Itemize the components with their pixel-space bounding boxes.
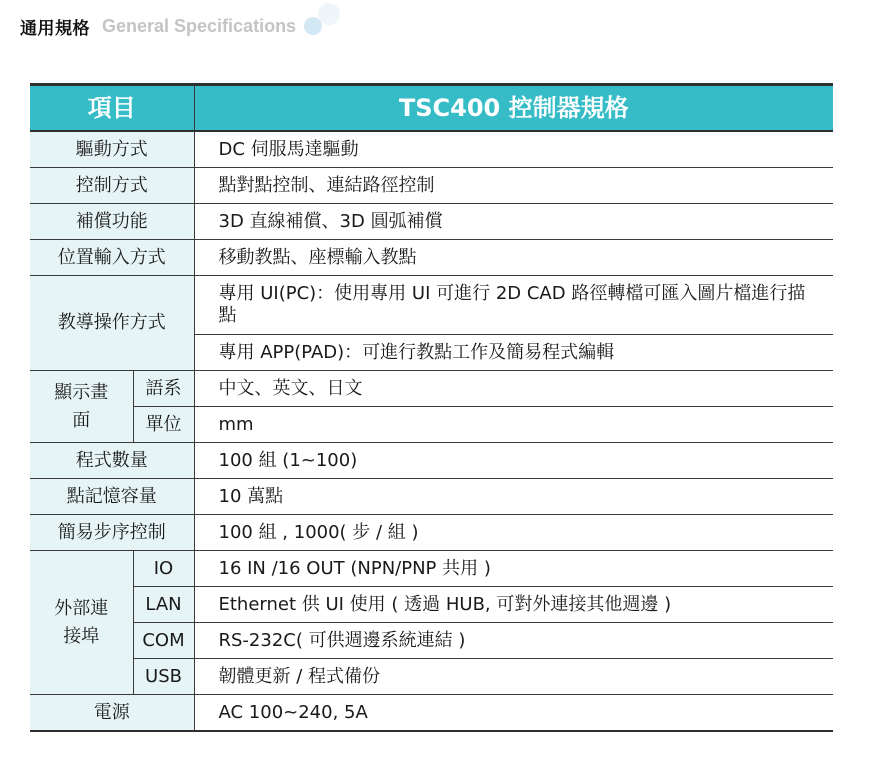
table-row: [30, 659, 833, 695]
table-header-row: [30, 85, 833, 132]
table-row: [30, 587, 833, 623]
row-label-point-memory: 點記憶容量: [30, 479, 194, 515]
row-label-drive: 驅動方式: [30, 131, 194, 168]
table-row: [30, 204, 833, 240]
heading-title-zh: 通用規格: [20, 18, 90, 39]
row-value-lan: Ethernet 供 UI 使用 ( 透過 HUB, 可對外連接其他週邊 ): [194, 587, 833, 623]
table-row: [30, 551, 833, 587]
table-row: [30, 371, 833, 407]
row-value-position-input: 移動教點、座標輸入教點: [194, 240, 833, 276]
row-label-power: 電源: [30, 695, 194, 732]
table-row: [30, 240, 833, 276]
section-heading: [20, 10, 322, 42]
row-value-simple-step: 100 組 , 1000( 步 / 組 ): [194, 515, 833, 551]
spec-table: [30, 83, 833, 732]
table-row: [30, 695, 833, 732]
header-item: 項目: [30, 85, 194, 132]
row-value-power: AC 100~240, 5A: [194, 695, 833, 732]
row-value-drive: DC 伺服馬達驅動: [194, 131, 833, 168]
row-sublabel-usb: USB: [133, 659, 194, 695]
table-row: [30, 407, 833, 443]
row-value-language: 中文、英文、日文: [194, 371, 833, 407]
row-label-position-input: 位置輸入方式: [30, 240, 194, 276]
decorative-dot-icon: [304, 17, 322, 35]
row-label-display: [30, 371, 133, 443]
table-row: [30, 623, 833, 659]
row-value-point-memory: 10 萬點: [194, 479, 833, 515]
row-value-teaching-pad: 專用 APP(PAD)：可進行教點工作及簡易程式編輯: [194, 335, 833, 371]
row-value-compensation: 3D 直線補償、3D 圓弧補償: [194, 204, 833, 240]
table-row: [30, 479, 833, 515]
header-spec: TSC400 控制器規格: [194, 85, 833, 132]
ports-label-text: 外部連接埠: [54, 597, 109, 647]
display-label-text: 顯示畫面: [54, 381, 109, 431]
row-sublabel-lan: LAN: [133, 587, 194, 623]
row-value-control: 點對點控制、連結路徑控制: [194, 168, 833, 204]
row-sublabel-com: COM: [133, 623, 194, 659]
row-value-com: RS-232C( 可供週邊系統連結 ): [194, 623, 833, 659]
row-value-io: 16 IN /16 OUT (NPN/PNP 共用 ): [194, 551, 833, 587]
table-row: [30, 515, 833, 551]
heading-title-en: General Specifications: [102, 15, 297, 36]
row-label-program-count: 程式數量: [30, 443, 194, 479]
table-row: [30, 168, 833, 204]
row-value-usb: 韌體更新 / 程式備份: [194, 659, 833, 695]
row-value-program-count: 100 組 (1~100): [194, 443, 833, 479]
row-label-teaching: 教導操作方式: [30, 276, 194, 371]
row-label-ports: [30, 551, 133, 695]
row-sublabel-language: 語系: [133, 371, 194, 407]
table-row: [30, 276, 833, 335]
row-sublabel-io: IO: [133, 551, 194, 587]
row-label-simple-step: 簡易步序控制: [30, 515, 194, 551]
table-row: [30, 131, 833, 168]
row-label-compensation: 補償功能: [30, 204, 194, 240]
row-value-unit: mm: [194, 407, 833, 443]
row-sublabel-unit: 單位: [133, 407, 194, 443]
row-label-control: 控制方式: [30, 168, 194, 204]
table-row: [30, 443, 833, 479]
row-value-teaching-pc: 專用 UI(PC)：使用專用 UI 可進行 2D CAD 路徑轉檔可匯入圖片檔進行描點: [194, 276, 833, 335]
